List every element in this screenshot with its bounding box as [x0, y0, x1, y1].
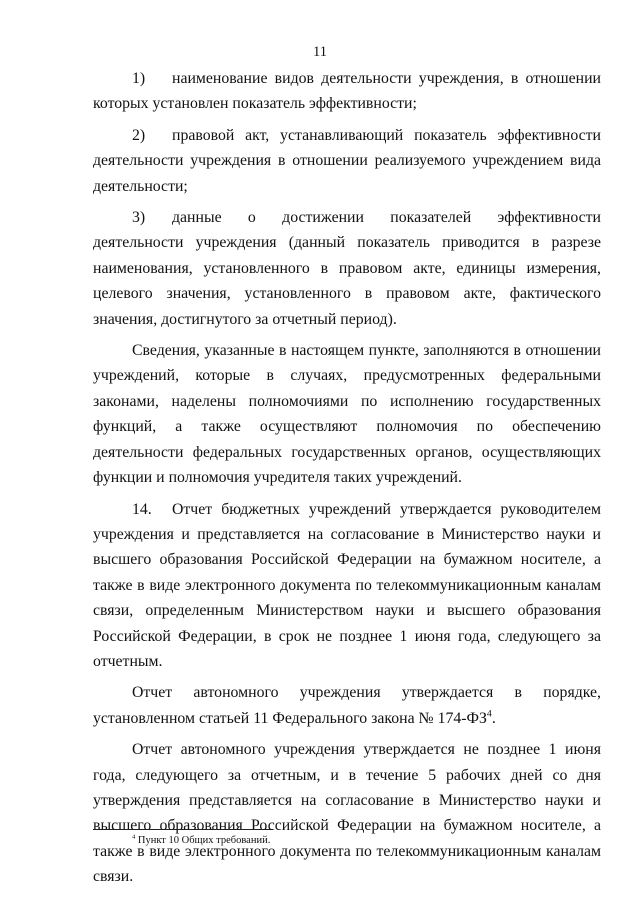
list-item-text: наименование видов деятельности учреждения, в отношении которых установлен показатель эффективности; [93, 70, 601, 113]
paragraph-text: Отчет автономного учреждения утверждается в порядке, установленном статьей 11 Федерального закона № 174-ФЗ [93, 684, 601, 727]
list-item-text: правовой акт, устанавливающий показатель эффективности деятельности учреждения в отношении реализуемого учреждением вида деятельности; [93, 126, 601, 195]
list-item-number: 3) [132, 209, 146, 227]
list-item-1 [93, 66, 601, 117]
footnote-marker: 4 [132, 833, 136, 841]
list-item-3 [93, 205, 601, 332]
list-item-2 [93, 123, 601, 199]
page-number: 11 [313, 44, 327, 60]
clause-text: Отчет бюджетных учреждений утверждается руководителем учреждения и представляется на согласование в Министерство науки и высшего образования Российской Федерации на бумажном носителе, а также в виде электронного документа по телекоммуникационным каналам связи, определенным Министерством науки и высшего образования Российской Федерации, в срок не позднее 1 июня года, следующего за отчетным. [93, 500, 601, 670]
sentence-period: . [491, 709, 496, 727]
footnote [132, 835, 270, 846]
paragraph-autonomous-approval [93, 680, 601, 731]
footnote-text: Пункт 10 Общих требований. [135, 835, 271, 846]
paragraph-autonomous-deadline: Отчет автономного учреждения утверждается не позднее 1 июня года, следующего за отчетным, и в течение 5 рабочих дней со дня утверждения представляется на согласование в Министерство науки и высшего образования Российской Федерации на бумажном носителе, а также в виде электронного документа по телекоммуникационным каналам связи. [93, 741, 601, 886]
clause-14 [93, 497, 601, 675]
list-item-text: данные о достижении показателей эффективности деятельности учреждения (данный показатель приводится в разрезе наименования, установленного в правовом акте, единицы измерения, целевого значения, установленного в правовом акте, фактического значения, достигнутого за отчетный период). [93, 209, 601, 328]
paragraph-svedeniya: Сведения, указанные в настоящем пункте, заполняются в отношении учреждений, которые в случаях, предусмотренных федеральными законами, наделены полномочиями по исполнению государственных функций, а также осуществляют полномочия по обеспечению деятельности федеральных государственных органов, осуществляющих функции и полномочия учредителя таких учреждений. [93, 342, 601, 487]
list-item-number: 2) [132, 126, 146, 144]
clause-number: 14. [132, 500, 152, 518]
footnote-divider [93, 829, 273, 830]
document-body [93, 66, 601, 890]
footnote-reference: 4 [486, 708, 492, 720]
list-item-number: 1) [132, 70, 146, 87]
